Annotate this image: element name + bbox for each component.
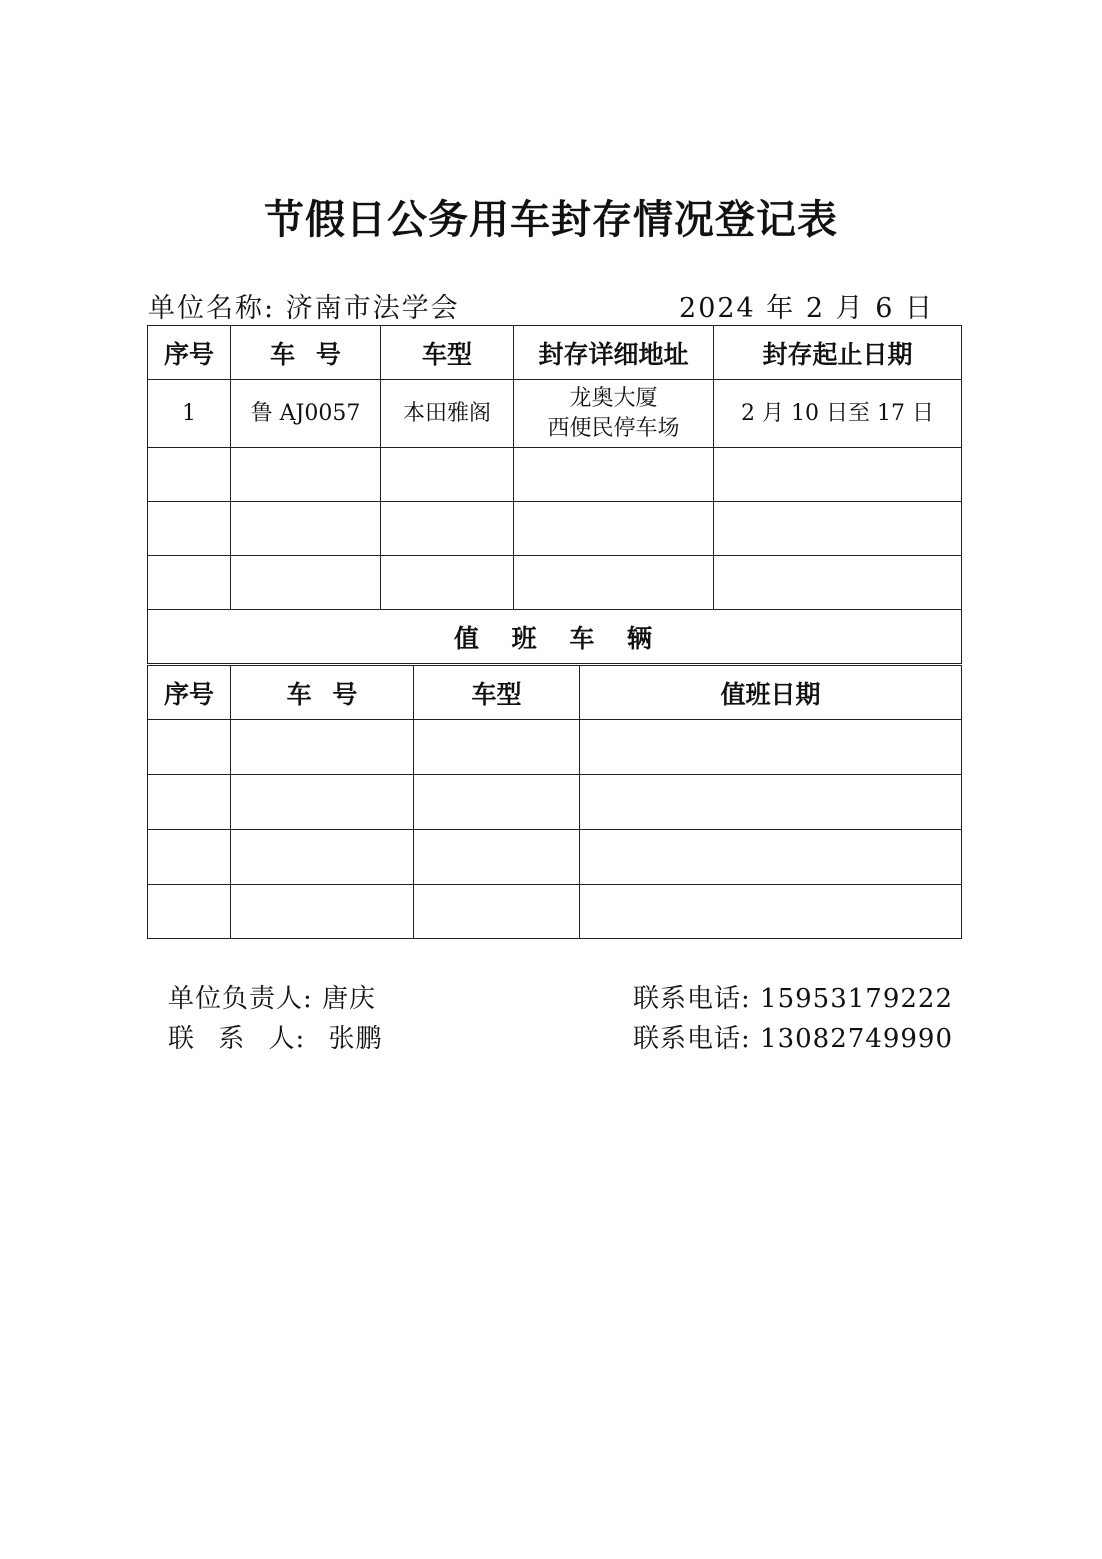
header-plate: 车 号	[231, 326, 381, 380]
empty-cell	[714, 502, 962, 556]
empty-cell	[514, 448, 714, 502]
empty-cell	[414, 830, 580, 885]
table-row	[148, 448, 962, 502]
table-row	[148, 775, 962, 830]
empty-cell	[231, 448, 381, 502]
unit-manager: 单位负责人: 唐庆	[168, 984, 377, 1014]
address-line-1: 龙奥大厦	[569, 385, 658, 411]
cell-plate: 鲁 AJ0057	[231, 380, 381, 448]
empty-cell	[231, 556, 381, 610]
manager-phone: 联系电话: 15953179222	[633, 984, 953, 1014]
empty-cell	[148, 448, 231, 502]
duty-header-index: 序号	[148, 666, 231, 720]
address-line-2: 西便民停车场	[547, 415, 680, 441]
empty-cell	[231, 720, 414, 775]
empty-cell	[514, 502, 714, 556]
empty-cell	[714, 556, 962, 610]
empty-cell	[148, 885, 231, 939]
empty-cell	[148, 556, 231, 610]
empty-cell	[148, 720, 231, 775]
empty-cell	[381, 556, 514, 610]
contact-person: 联 系 人: 张鹏	[168, 1024, 383, 1054]
empty-cell	[231, 502, 381, 556]
table-row	[148, 720, 962, 775]
table-row	[148, 885, 962, 939]
empty-cell	[580, 720, 962, 775]
table-row	[148, 830, 962, 885]
duty-header-plate: 车 号	[231, 666, 414, 720]
cell-index: 1	[148, 380, 231, 448]
empty-cell	[148, 775, 231, 830]
header-index: 序号	[148, 326, 231, 380]
empty-cell	[414, 885, 580, 939]
contact-phone: 联系电话: 13082749990	[633, 1024, 953, 1054]
empty-cell	[580, 775, 962, 830]
duty-vehicles-table	[147, 665, 962, 939]
empty-cell	[231, 885, 414, 939]
table-row	[148, 556, 962, 610]
empty-cell	[148, 830, 231, 885]
empty-cell	[414, 720, 580, 775]
empty-cell	[381, 502, 514, 556]
empty-cell	[714, 448, 962, 502]
unit-name: 单位名称: 济南市法学会	[148, 293, 460, 324]
duty-section-row	[148, 610, 962, 664]
duty-section-title: 值 班 车 辆	[148, 610, 962, 664]
header-model: 车型	[381, 326, 514, 380]
table-row	[148, 380, 962, 448]
cell-model: 本田雅阁	[381, 380, 514, 448]
empty-cell	[514, 556, 714, 610]
sealed-vehicles-table	[147, 325, 962, 664]
page-title: 节假日公务用车封存情况登记表	[264, 197, 838, 243]
cell-period: 2 月 10 日至 17 日	[714, 380, 962, 448]
empty-cell	[414, 775, 580, 830]
header-period: 封存起止日期	[714, 326, 962, 380]
cell-address	[514, 380, 714, 448]
empty-cell	[231, 775, 414, 830]
empty-cell	[148, 502, 231, 556]
empty-cell	[580, 885, 962, 939]
table-row	[148, 502, 962, 556]
duty-header-model: 车型	[414, 666, 580, 720]
duty-header-date: 值班日期	[580, 666, 962, 720]
table-header-row	[148, 326, 962, 380]
document-date: 2024 年 2 月 6 日	[679, 293, 934, 324]
empty-cell	[381, 448, 514, 502]
empty-cell	[231, 830, 414, 885]
empty-cell	[580, 830, 962, 885]
header-address: 封存详细地址	[514, 326, 714, 380]
table-header-row	[148, 666, 962, 720]
